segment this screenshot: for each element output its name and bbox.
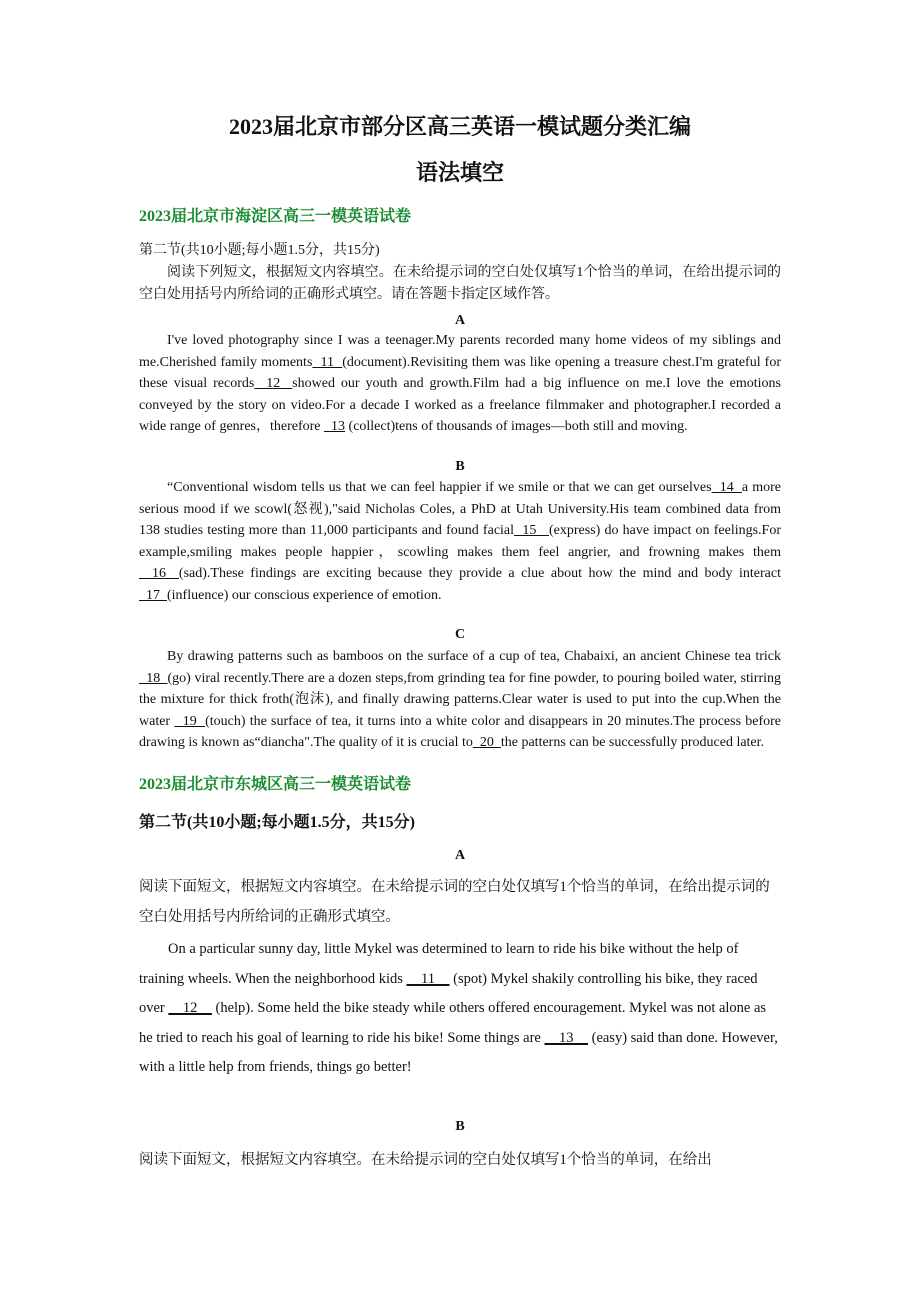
- passage-text: the patterns can be successfully produced later.: [500, 735, 765, 750]
- blank-13[interactable]: 13: [544, 1029, 588, 1046]
- dongcheng-heading: 2023届北京市东城区高三一模英语试卷: [139, 776, 412, 793]
- dongcheng-passage-b-letter: B: [455, 1119, 465, 1134]
- dongcheng-part-label: 第二节(共10小题;每小题1.5分，共15分): [139, 814, 415, 831]
- blank-13[interactable]: 13: [324, 419, 346, 434]
- blank-11[interactable]: 11: [312, 354, 343, 370]
- dongcheng-passage-a: [139, 935, 781, 1083]
- blank-20[interactable]: 20: [472, 735, 501, 750]
- blank-11[interactable]: 11: [406, 970, 450, 987]
- passage-text: (sad).These findings are exciting because they provide a clue about how the mind and body interact: [178, 566, 782, 581]
- haidian-instruction: 阅读下列短文，根据短文内容填空。在未给提示词的空白处仅填写1个恰当的单词，在给出提示词的空白处用括号内所给词的正确形式填空。请在答题卡指定区域作答。: [139, 265, 781, 302]
- document-title: 2023届北京市部分区高三英语一模试题分类汇编: [228, 114, 691, 139]
- passage-text: (collect)tens of thousands of images—both still and moving.: [345, 419, 688, 434]
- haidian-passage-a-letter: A: [454, 313, 466, 328]
- dongcheng-passage-a-letter: A: [454, 848, 466, 863]
- passage-text: (easy) said than done. However, with a little help from friends, things go better!: [139, 1029, 778, 1075]
- passage-text: I've loved photography since I was a teenager.My parents recorded many home videos of my siblings and me.Cherished family moments: [139, 333, 781, 370]
- passage-text: (help). Some held the bike steady while others offered encouragement. Mykel was not alone as he tried to reach his goal of learning to ride his bike! Some things are: [139, 1000, 767, 1046]
- haidian-passage-b-letter: B: [455, 459, 465, 474]
- haidian-passage-a: [139, 330, 781, 438]
- blank-12[interactable]: 12: [168, 1000, 212, 1016]
- document-subtitle: 语法填空: [415, 160, 504, 185]
- blank-12[interactable]: 12: [254, 376, 293, 391]
- passage-text: (express) do have impact on feelings.For example,smiling makes people happier，scowling makes them feel angrier, and frowning makes them: [139, 523, 782, 560]
- haidian-part-label: 第二节(共10小题;每小题1.5分，共15分): [139, 243, 380, 258]
- haidian-heading: 2023届北京市海淀区高三一模英语试卷: [139, 208, 412, 225]
- dongcheng-a-instruction: 阅读下面短文，根据短文内容填空。在未给提示词的空白处仅填写1个恰当的单词，在给出提示词的空白处用括号内所给词的正确形式填空。: [139, 879, 770, 925]
- passage-text: a more serious mood if we scowl(怒视),"said Nicholas Coles, a PhD at Utah University.His team combined data from 138 studies testing more than 11,000 participants and found facial: [139, 480, 781, 538]
- passage-text: By drawing patterns such as bamboos on the surface of a cup of tea, Chabaixi, an ancient Chinese tea trick: [167, 649, 781, 664]
- blank-18[interactable]: 18: [139, 670, 168, 686]
- blank-19[interactable]: 19: [174, 713, 206, 729]
- dongcheng-b-instruction: 阅读下面短文，根据短文内容填空。在未给提示词的空白处仅填写1个恰当的单词，在给出: [139, 1152, 712, 1168]
- passage-text: (spot) Mykel shakily controlling his bike, they raced over: [139, 970, 758, 1016]
- blank-17[interactable]: 17: [139, 587, 167, 603]
- passage-text: (document).Revisiting them was like opening a treasure chest.I'm grateful for these visual records: [139, 354, 782, 391]
- passage-text: “Conventional wisdom tells us that we can feel happier if we smile or that we can get ourselves: [167, 480, 712, 495]
- haidian-passage-c-letter: C: [454, 627, 466, 642]
- passage-text: (influence) our conscious experience of emotion.: [167, 587, 442, 603]
- blank-15[interactable]: 15: [514, 523, 549, 538]
- blank-16[interactable]: 16: [139, 566, 179, 581]
- blank-14[interactable]: 14: [711, 480, 742, 495]
- passage-text: On a particular sunny day, little Mykel was determined to learn to ride his bike without the help of training wheels. When the neighborhood kids: [139, 941, 739, 987]
- passage-text: (go) viral recently.There are a dozen steps,from grinding tea for fine powder, to pouring boiled water, stirring the mixture for thick froth(泡沫), and finally drawing patterns.Clear water is used to put into the cup.When the water: [139, 670, 781, 729]
- haidian-passage-b: [139, 477, 781, 606]
- passage-text: (touch) the surface of tea, it turns into a white color and disappears in 20 minutes.The process before drawing is known as“diancha".The quality of it is crucial to: [139, 713, 781, 750]
- passage-text: showed our youth and growth.Film had a big influence on me.I love the emotions conveyed by the story on video.For a decade I worked as a freelance filmmaker and photographer.I recorded a wide range of genres，therefore: [139, 376, 781, 434]
- haidian-passage-c: [139, 646, 781, 754]
